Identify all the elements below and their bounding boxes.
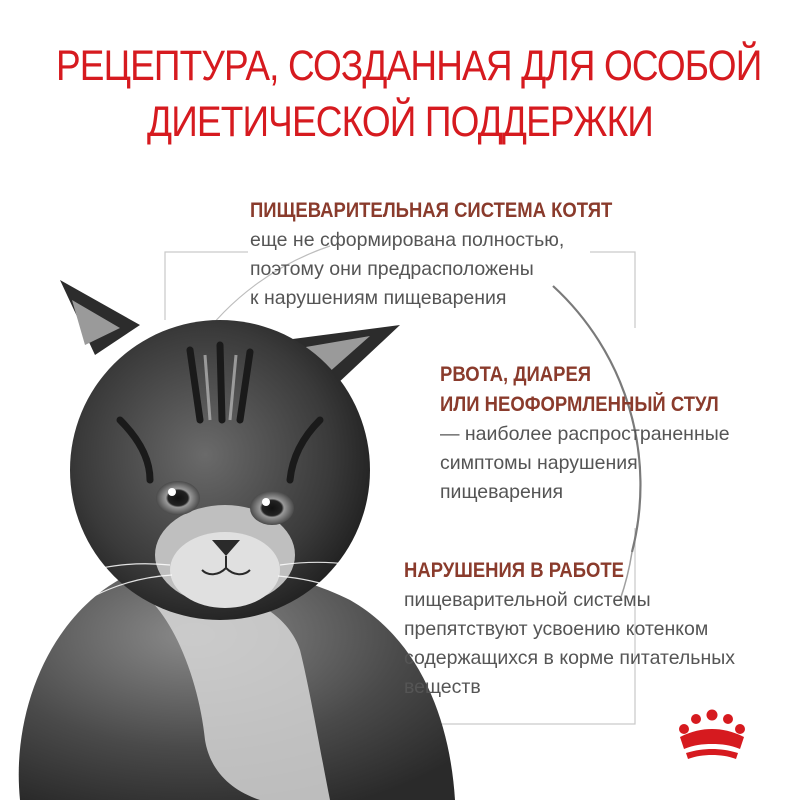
title-line-1: РЕЦЕПТУРА, СОЗДАННАЯ ДЛЯ ОСОБОЙ (56, 42, 762, 90)
info-text-line: еще не сформирована полностью, (250, 229, 565, 251)
kitten-photo (0, 270, 470, 800)
info-text-line: поэтому они предрасположены (250, 258, 534, 280)
info-heading: ИЛИ НЕОФОРМЛЕННЫЙ СТУЛ (440, 393, 719, 416)
info-text-line: пищеварения (440, 481, 564, 503)
info-block-digestive-system (250, 196, 670, 313)
info-text-line: к нарушениям пищеварения (250, 287, 507, 309)
info-heading: НАРУШЕНИЯ В РАБОТЕ (404, 559, 625, 582)
info-text-line: веществ (404, 676, 481, 698)
royal-canin-crown-icon (672, 705, 752, 765)
info-text-line: пищеварительной системы (404, 589, 651, 611)
info-text-line: содержащихся в корме питательных (404, 647, 735, 669)
info-heading: РВОТА, ДИАРЕЯ (440, 363, 592, 386)
info-block-absorption (404, 556, 800, 702)
info-block-symptoms (440, 360, 800, 507)
info-heading: ПИЩЕВАРИТЕЛЬНАЯ СИСТЕМА КОТЯТ (250, 199, 613, 222)
info-text-line: симптомы нарушения (440, 452, 638, 474)
title-line-2: ДИЕТИЧЕСКОЙ ПОДДЕРЖКИ (147, 98, 653, 146)
info-text-line: — наиболее распространенные (440, 423, 730, 445)
info-text-line: препятствуют усвоению котенком (404, 618, 709, 640)
